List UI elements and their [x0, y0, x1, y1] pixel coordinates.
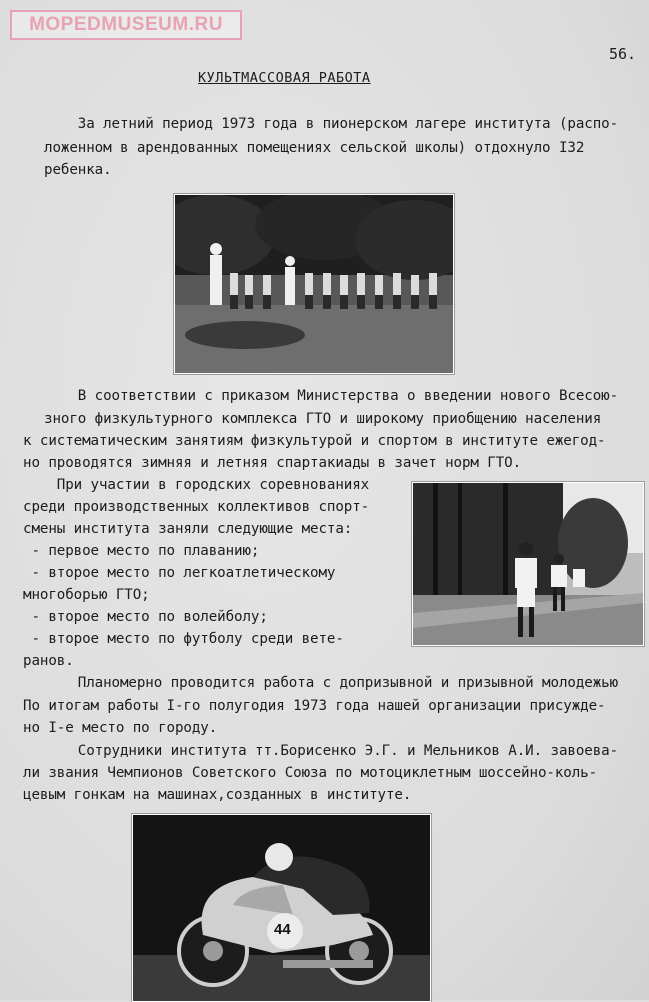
text-line: За летний период 1973 года в пионерском лагере института (распо- [44, 116, 619, 132]
text-line: ранов. [23, 653, 74, 669]
text-line: смены института заняли следующие места: [23, 521, 353, 537]
text-line: но I-е место по городу. [23, 720, 218, 736]
text-line: многоборью ГТО; [23, 587, 150, 603]
text-line: ли звания Чемпионов Советского Союза по мотоциклетным шоссейно-коль- [23, 765, 598, 781]
list-item: - второе место по волейболу; [23, 609, 268, 625]
text-line: По итогам работы I-го полугодия 1973 года нашей организации присужде- [23, 698, 606, 714]
pioneer-camp-photo [174, 194, 454, 374]
section-title: КУЛЬТМАССОВАЯ РАБОТА [198, 70, 371, 86]
text-line: Сотрудники института тт.Борисенко Э.Г. и Мельников А.И. завоева- [44, 743, 619, 759]
race-number: 44 [274, 921, 291, 938]
list-item: - второе место по легкоатлетическому [23, 565, 336, 581]
text-line: Планомерно проводится работа с допризывной и призывной молодежью [44, 675, 619, 691]
text-line: ложенном в арендованных помещениях сельской школы) отдохнуло I32 [44, 140, 585, 156]
text-line: В соответствии с приказом Министерства о введении нового Всесою- [44, 388, 619, 404]
runners-photo [412, 482, 644, 646]
list-item: - второе место по футболу среди вете- [23, 631, 344, 647]
motorcycle-racer-photo [132, 814, 431, 1002]
text-line: цевым гонкам на машинах,созданных в институте. [23, 787, 412, 803]
text-line: среди производственных коллективов спорт- [23, 499, 370, 515]
text-line: зного физкультурного комплекса ГТО и широкому приобщению населения [44, 411, 602, 427]
text-line: к систематическим занятиям физкультурой и спортом в институте ежегод- [23, 433, 606, 449]
list-item: - первое место по плаванию; [23, 543, 260, 559]
text-line: ребенка. [44, 162, 112, 178]
text-line: При участии в городских соревнованиях [23, 477, 370, 493]
watermark-logo: MOPEDMUSEUM.RU [10, 10, 242, 40]
text-line: но проводятся зимняя и летняя спартакиады в зачет норм ГТО. [23, 455, 522, 471]
page-number: 56. [609, 45, 637, 63]
